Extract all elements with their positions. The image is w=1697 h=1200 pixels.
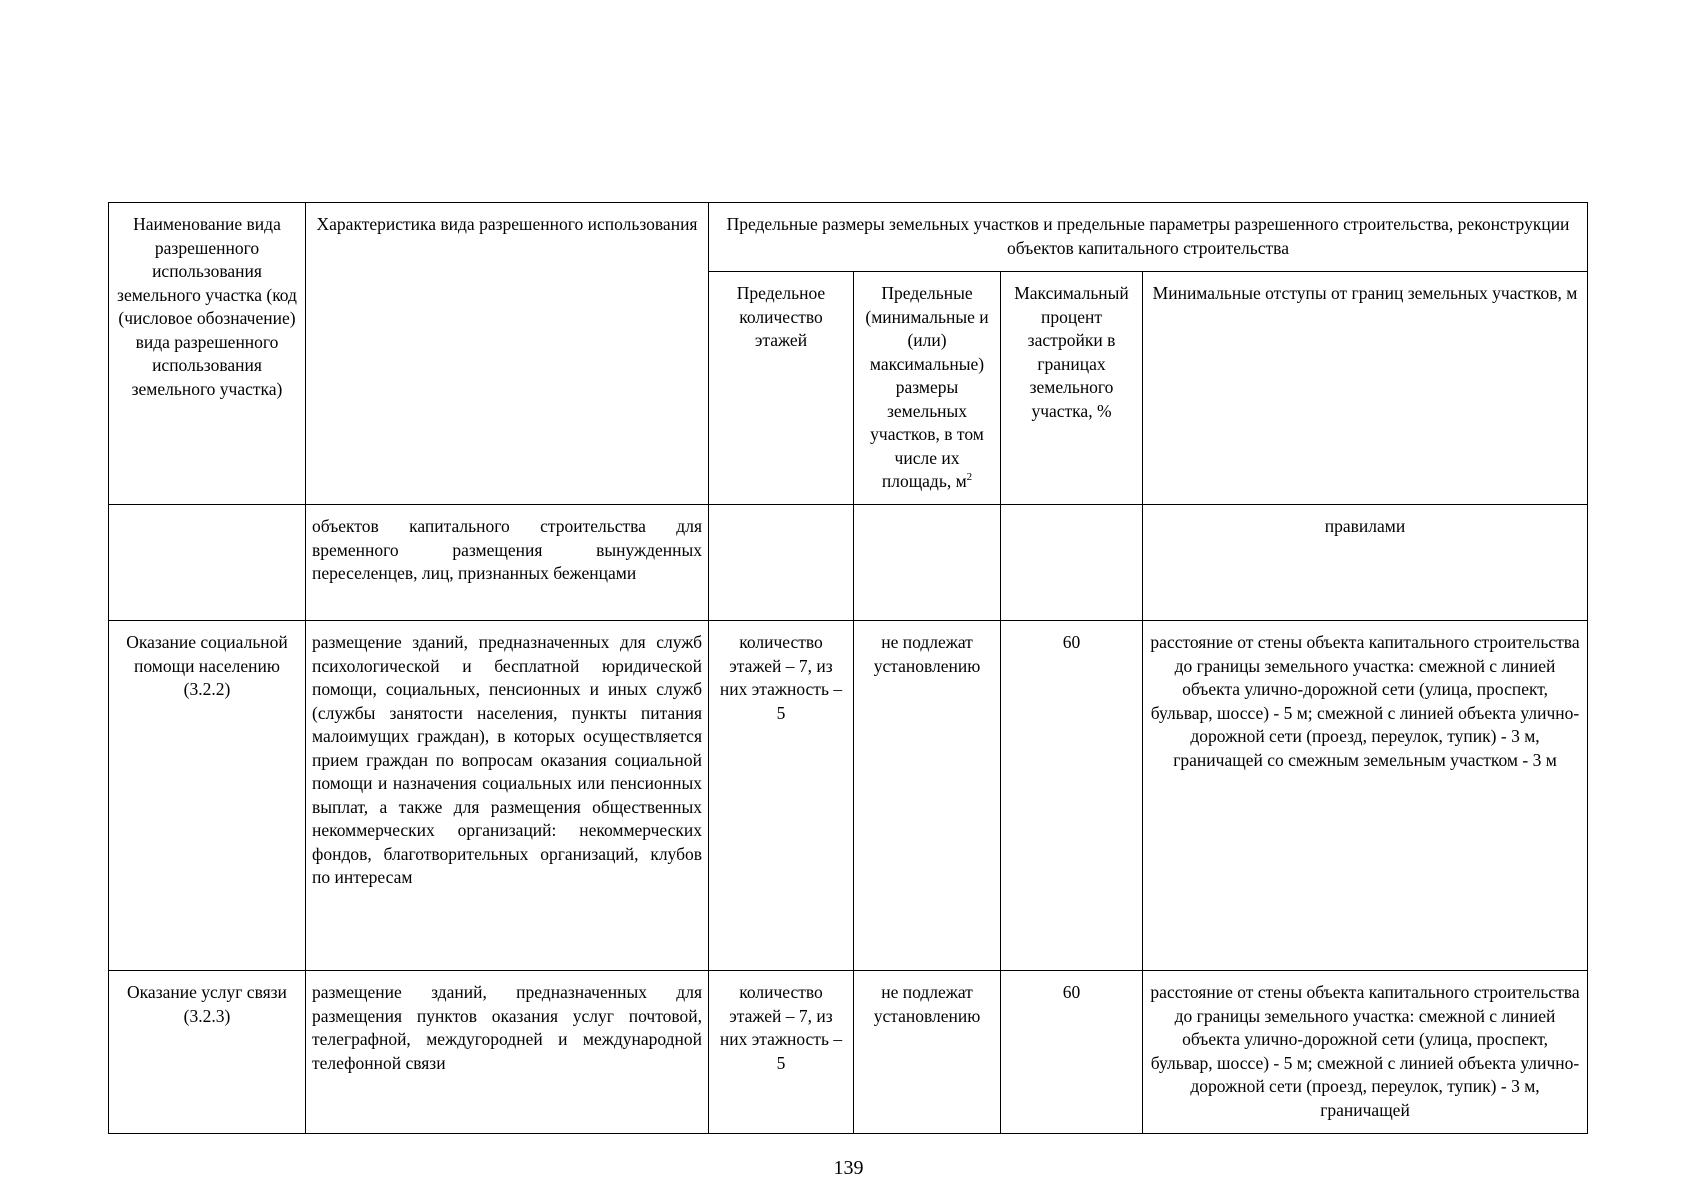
header-plot-size-text: Предельные (минимальные и (или) максимальные) размеры земельных участков, в том числе их площадь, м — [865, 283, 989, 491]
row-characteristic: размещение зданий, предназначенных для размещения пунктов оказания услуг почтовой, телеграфной, междугородней и международной телефонной связи — [306, 971, 709, 1134]
row-name: Оказание услуг связи (3.2.3) — [109, 971, 306, 1134]
header-name: Наименование вида разрешенного использования земельного участка (код (числовое обозначение) вида разрешенного использования земельного участка) — [109, 203, 306, 505]
header-row-1 — [109, 203, 1588, 272]
row-characteristic: объектов капитального строительства для временного размещения вынужденных переселенцев, лиц, признанных беженцами — [306, 505, 709, 621]
row-name: Оказание социальной помощи населению (3.2.2) — [109, 621, 306, 971]
header-characteristic: Характеристика вида разрешенного использования — [306, 203, 709, 505]
row-characteristic: размещение зданий, предназначенных для служб психологической и бесплатной юридической помощи, социальных, пенсионных и иных служб (службы занятости населения, пункты питания малоимущих граждан), в которых осуществляется прием граждан по вопросам оказания социальной помощи и назначения социальных или пенсионных выплат, а также для размещения общественных некоммерческих организаций: некоммерческих фондов, благотворительных организаций, клубов по интересам — [306, 621, 709, 971]
row-setbacks: расстояние от стены объекта капитального строительства до границы земельного участка: смежной с линией объекта улично-дорожной сети (улица, проспект, бульвар, шоссе) - 5 м; смежной с линией объекта улично-дорожной сети (проезд, переулок, тупик) - 3 м, граничащей — [1143, 971, 1588, 1134]
row-coverage: 60 — [1001, 971, 1143, 1134]
row-coverage: 60 — [1001, 621, 1143, 971]
row-floors: количество этажей – 7, из них этажность – 5 — [709, 971, 854, 1134]
header-max-coverage: Максимальный процент застройки в границах земельного участка, % — [1001, 272, 1143, 505]
page-number: 139 — [833, 1157, 864, 1179]
row-plot-size — [854, 505, 1001, 621]
row-plot-size: не подлежат установлению — [854, 621, 1001, 971]
header-min-setbacks: Минимальные отступы от границ земельных участков, м — [1143, 272, 1588, 505]
header-plot-size-sup: 2 — [966, 471, 973, 484]
row-plot-size: не подлежат установлению — [854, 971, 1001, 1134]
row-coverage — [1001, 505, 1143, 621]
header-limits-group: Предельные размеры земельных участков и предельные параметры разрешенного строительства, реконструкции объектов капитального строительства — [709, 203, 1588, 272]
row-floors: количество этажей – 7, из них этажность – 5 — [709, 621, 854, 971]
header-plot-size — [854, 272, 1001, 505]
table-row — [109, 505, 1588, 621]
row-floors — [709, 505, 854, 621]
row-setbacks: расстояние от стены объекта капитального строительства до границы земельного участка: смежной с линией объекта улично-дорожной сети (улица, проспект, бульвар, шоссе) - 5 м; смежной с линией объекта улично-дорожной сети (проезд, переулок, тупик) - 3 м, граничащей со смежным земельным участком - 3 м — [1143, 621, 1588, 971]
table-row — [109, 621, 1588, 971]
regulations-table — [108, 202, 1588, 1134]
header-floors: Предельное количество этажей — [709, 272, 854, 505]
row-name — [109, 505, 306, 621]
row-setbacks: правилами — [1143, 505, 1588, 621]
table-row — [109, 971, 1588, 1134]
